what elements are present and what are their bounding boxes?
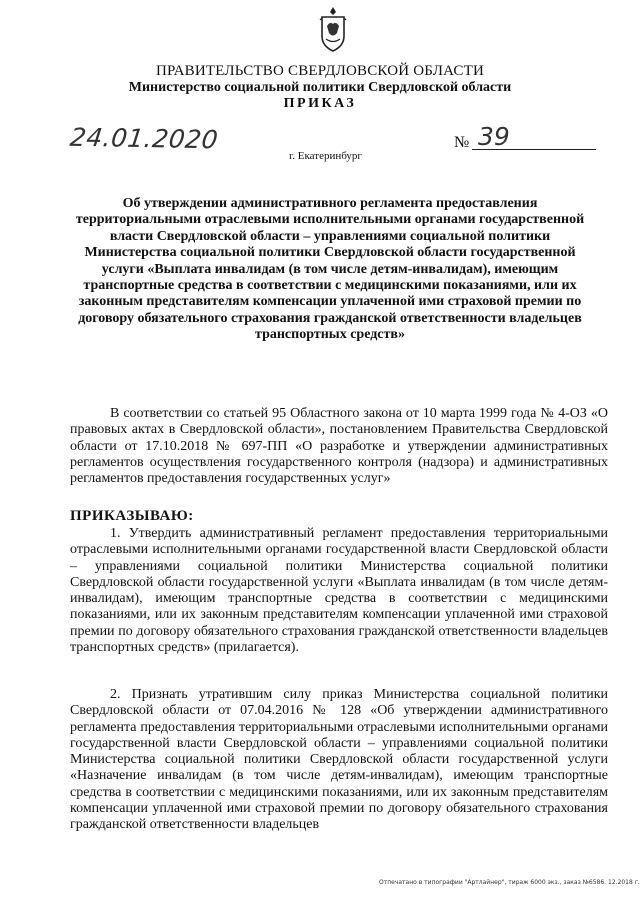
order-title: Об утверждении административного регламента предоставления территориальными отраслевыми исполнительными органами государственной власти Свердловской области – управлениями социальной политики Министерства социальной политики Свердловской области государственной услуги «Выплата инвалидам (в том числе детям-инвалидам), имеющим транспортные средства в соответствии с медицинскими показаниями, или их законным представителям компенсации уплаченной ими страховой премии по договору обязательного страхования гражданской ответственности владельцев транспортных средств» [75,196,585,343]
city: г. Екатеринбург [289,150,362,162]
government-heading: ПРАВИТЕЛЬСТВО СВЕРДЛОВСКОЙ ОБЛАСТИ [155,63,485,79]
clause-2-paragraph: 2. Признать утратившим силу приказ Министерства социальной политики Свердловской области от 07.04.2016 № 128 «Об утверждении административного регламента предоставления территориальными отраслевыми исполнительными органами государственной власти Свердловской области – управлениями социальной политики Министерства социальной политики Свердловской области государственной услуги «Назначение инвалидам (в том числе детям-инвалидам), имеющим транспортные средства в соответствии с медицинскими показаниями, или их законным представителям компенсации уплаченной ими страховой премии по договору обязательного страхования гражданской ответственности владельцев [70,687,608,833]
clause-1-paragraph: 1. Утвердить административный регламент предоставления территориальными отраслевыми исполнительными органами государственной власти Свердловской области – управлениями социальной политики Министерства социальной политики Свердловской области государственной услуги «Выплата инвалидам (в том числе детям-инвалидам), имеющим транспортные средства в соответствии с медицинскими показаниями, или их законным представителям компенсации уплаченной ими страховой премии по договору обязательного страхования гражданской ответственности владельцев транспортных средств» (прилагается). [70,526,608,656]
document-type: ПРИКАЗ [283,96,357,111]
coat-of-arms-emblem [318,6,348,52]
printing-footnote: Отпечатано в типографии "Артлайнер", тираж 6000 экз., заказ №6586. 12.2018 г. [379,879,640,886]
order-directive: ПРИКАЗЫВАЮ: [70,508,194,524]
number-sign: № [454,134,470,151]
order-date: 24.01.2020 [68,122,220,155]
ministry-heading: Министерство социальной политики Свердловской области [128,80,512,95]
order-number: 39 [478,122,510,151]
number-underline [472,149,596,150]
preamble-paragraph: В соответствии со статьей 95 Областного закона от 10 марта 1999 года № 4-ОЗ «О правовых актах в Свердловской области», постановлением Правительства Свердловской области от 17.10.2018 № 697-ПП «О разработке и утверждении административных регламентов осуществления государственного контроля (надзора) и административных регламентов предоставления государственных услуг» [70,406,608,487]
